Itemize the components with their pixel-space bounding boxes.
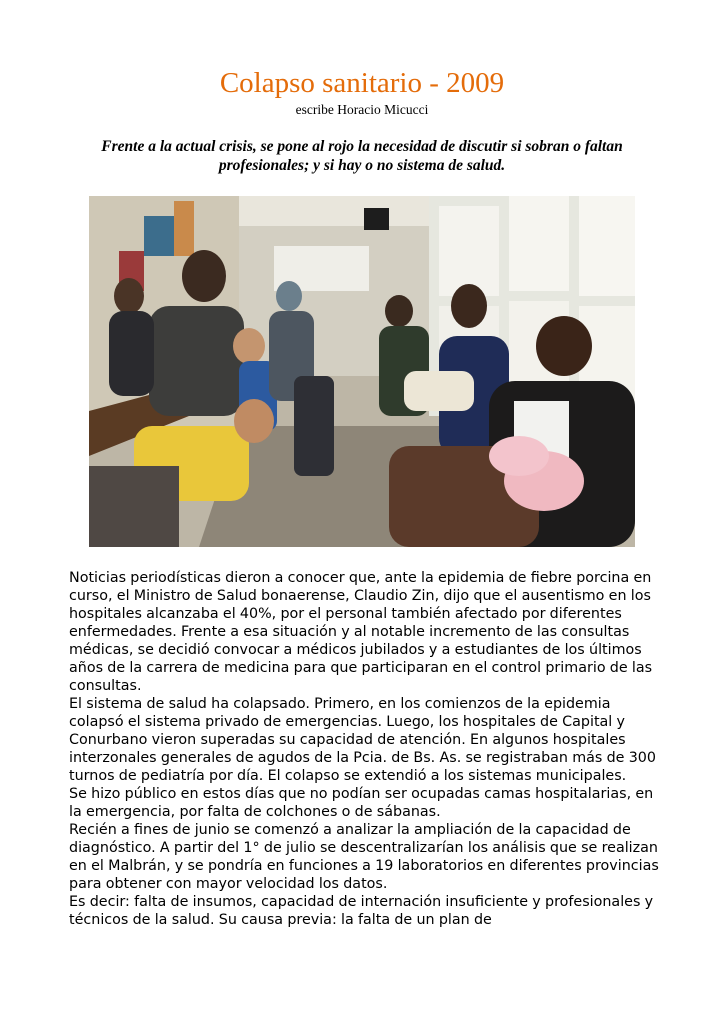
body-paragraph: El sistema de salud ha colapsado. Primero, en los comienzos de la epidemia colapsó el sistema privado de emergencias. Luego, los hospitales de Capital y Conurbano vieron superadas su capacidad de atención. En algunos hospitales interzonales generales de agudos de la Pcia. de Bs. As. se registraban más de 300 turnos de pediatría por día. El colapso se extendió a los sistemas municipales.: [69, 696, 656, 784]
article-title: Colapso sanitario - 2009: [219, 67, 505, 99]
article-lede: Frente a la actual crisis, se pone al rojo la necesidad de discutir si sobran o faltan profesionales; y si hay o no sistema de salud.: [101, 138, 623, 174]
body-paragraph: Recién a fines de junio se comenzó a analizar la ampliación de la capacidad de diagnóstico. A partir del 1° de julio se descentralizarían los análisis que se realizan en el Malbrán, y se pondría en funciones a 19 laboratorios en diferentes provincias para obtener con mayor velocidad los datos.: [69, 822, 659, 892]
article-byline: escribe Horacio Micucci: [295, 102, 429, 117]
body-paragraph: Noticias periodísticas dieron a conocer que, ante la epidemia de fiebre porcina en curso, el Ministro de Salud bonaerense, Claudio Zin, dijo que el ausentismo en los hospitales alcanzaba el 40%, por el personal también afectado por diferentes enfermedades. Frente a esa situación y al notable incremento de las consultas médicas, se decidió convocar a médicos jubilados y a estudiantes de los últimos años de la carrera de medicina para que participaran en el control primario de las consultas.: [69, 570, 653, 694]
body-paragraph: Se hizo público en estos días que no podían ser ocupadas camas hospitalarias, en la emergencia, por falta de colchones o de sábanas.: [69, 786, 654, 820]
hospital-waiting-room-photo: [89, 196, 635, 547]
article-body: [69, 569, 669, 929]
body-paragraph: Es decir: falta de insumos, capacidad de internación insuficiente y profesionales y técnicos de la salud. Su causa previa: la falta de un plan de: [69, 894, 654, 928]
photo-illustration: [89, 196, 635, 547]
